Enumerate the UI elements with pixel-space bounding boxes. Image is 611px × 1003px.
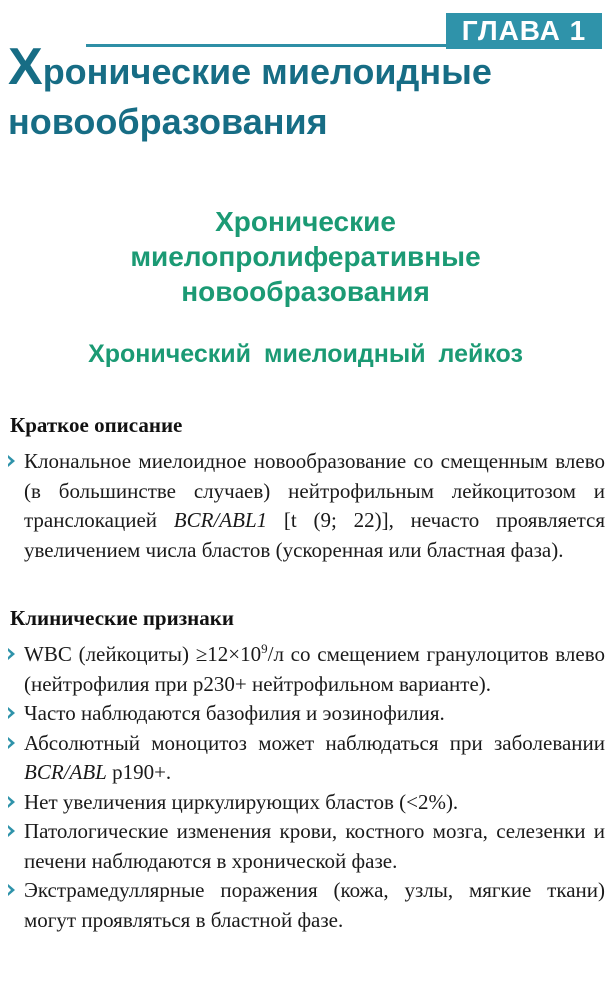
item-text: Абсолютный моноцитоз может наблюдаться при заболевании	[24, 730, 605, 755]
summary-heading: Краткое описание	[10, 413, 183, 437]
clinical-list	[0, 640, 605, 935]
section-subtitle: Хронический миелоидный лейкоз	[88, 340, 523, 368]
clinical-heading: Клинические признаки	[10, 606, 234, 630]
gene-name: BCR/ABL1	[173, 508, 268, 532]
bullet-icon	[8, 737, 15, 749]
bullet-icon	[8, 648, 15, 660]
item-text: Экстрамедуллярные поражения (кожа, узлы, мягкие ткани) могут проявляться в бластной фазе.	[24, 878, 605, 932]
item-text: WBC (лейкоциты) ≥12×10	[24, 642, 262, 666]
section-title-line3: новообразования	[181, 276, 430, 307]
item-text: Клональное миелоидное новообразование со смещенным влево (в большинстве случаев) нейтрофильным лейкоцитозом и транслокацией	[24, 449, 605, 532]
chapter-title-line2: новообразования	[8, 101, 328, 142]
list-item	[0, 817, 605, 876]
list-item	[0, 447, 605, 565]
list-item	[0, 640, 605, 699]
summary-list	[0, 447, 605, 565]
bullet-icon	[8, 825, 15, 837]
superscript: 9	[261, 641, 268, 656]
bullet-icon	[8, 796, 15, 808]
list-item	[0, 729, 605, 788]
bullet-icon	[8, 707, 15, 719]
item-text: p190+.	[106, 760, 172, 784]
item-text: Часто наблюдаются базофилия и эозинофилия.	[24, 701, 445, 725]
chapter-title-initial: Х	[8, 38, 43, 96]
chapter-title-line1: ронические миелоидные	[42, 51, 492, 92]
list-item	[0, 699, 605, 729]
section-title	[0, 204, 611, 309]
section-title-line1: Хронические	[215, 206, 396, 237]
bullet-icon	[8, 884, 15, 896]
list-item	[0, 876, 605, 935]
chapter-tab: ГЛАВА 1	[446, 13, 602, 49]
list-item	[0, 788, 605, 818]
item-text: Патологические изменения крови, костного мозга, селезенки и печени наблюдаются в хронической фазе.	[24, 819, 605, 873]
bullet-icon	[8, 455, 15, 467]
item-text: /л со смещением гранулоцитов влево (нейтрофилия при p230+ нейтрофильном варианте).	[24, 642, 605, 696]
item-text: [t (9; 22)], нечасто проявляется увеличением числа бластов (ускоренная или бластная фаза).	[24, 508, 605, 562]
item-text: Нет увеличения циркулирующих бластов (<2%).	[24, 789, 459, 814]
chapter-title	[8, 38, 608, 147]
section-title-line2: миелопролиферативные	[130, 241, 481, 272]
gene-name: BCR/ABL	[24, 760, 107, 784]
